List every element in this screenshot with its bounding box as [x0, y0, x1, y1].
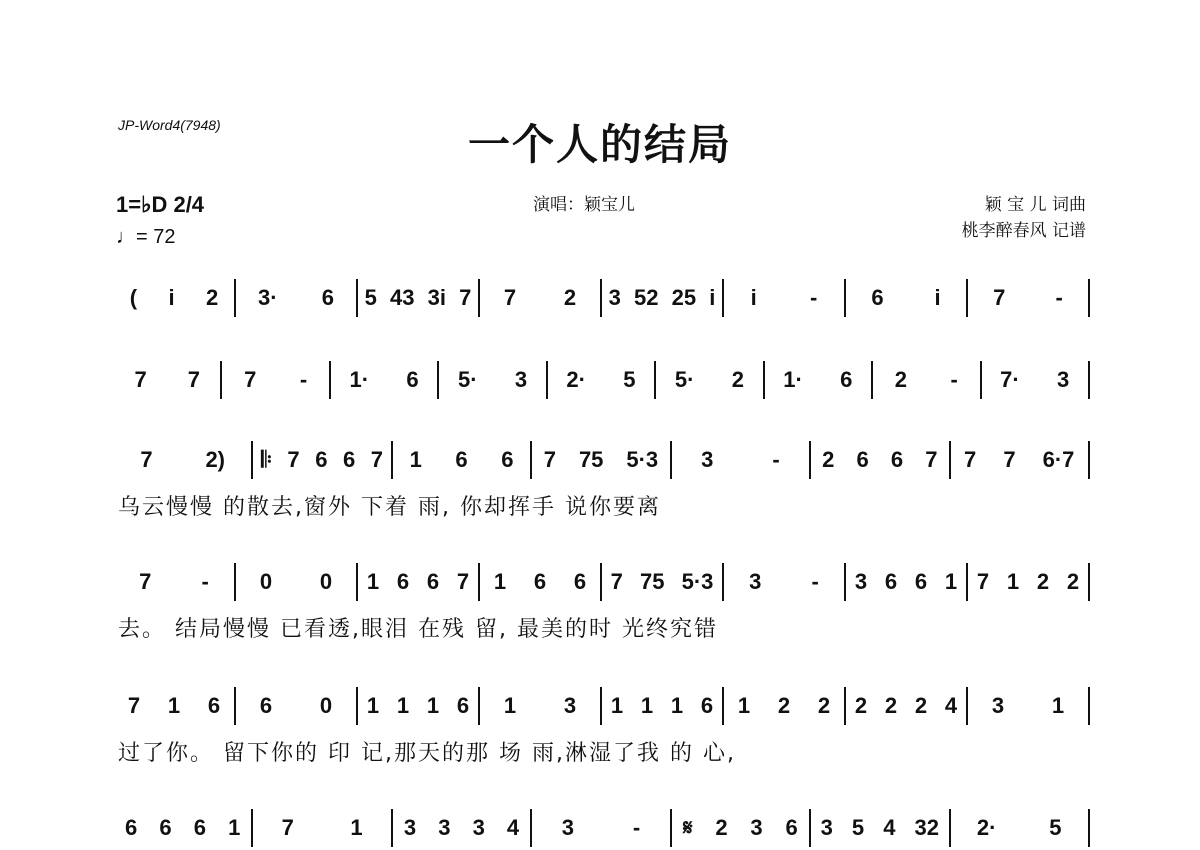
measure — [846, 278, 966, 318]
note: 3 — [750, 815, 763, 840]
measure — [846, 562, 966, 602]
note: - — [299, 367, 308, 392]
credits — [910, 192, 1086, 244]
note: 1 — [167, 693, 181, 718]
note: 32 — [914, 815, 939, 840]
note: 4 — [944, 693, 958, 718]
note: 3 — [563, 693, 577, 718]
notes-row — [114, 360, 1090, 400]
note: 6 — [890, 447, 904, 472]
measure — [480, 686, 600, 726]
song-title: 一个人的结局 — [467, 120, 732, 169]
note: 6 — [321, 285, 334, 310]
note: 7 — [281, 815, 294, 840]
tempo-marking: ♩= 72 — [116, 226, 176, 248]
note: 1 — [1006, 569, 1020, 594]
notes-row — [114, 686, 1090, 726]
measure — [982, 360, 1088, 400]
note: 1 — [610, 693, 624, 718]
note: 2 — [715, 815, 728, 840]
barline — [1088, 441, 1090, 479]
note: 1· — [783, 367, 803, 392]
barline — [1088, 687, 1090, 725]
note: 7 — [244, 367, 257, 392]
note: 7 — [993, 285, 1006, 310]
note: 5· — [457, 367, 478, 392]
note: 1 — [944, 569, 958, 594]
measure — [656, 360, 762, 400]
note: 2 — [822, 447, 835, 472]
note: 1 — [737, 693, 751, 718]
note: 7 — [610, 569, 623, 594]
note: 6 — [533, 569, 547, 594]
note: 7 — [140, 447, 153, 472]
measure — [532, 440, 669, 480]
note: 2 — [817, 693, 831, 718]
note: 6 — [785, 815, 798, 840]
note: 2 — [777, 693, 791, 718]
measure — [811, 808, 948, 848]
note: 6 — [573, 569, 587, 594]
note: 6 — [840, 367, 853, 392]
note: 7 — [134, 367, 147, 392]
measure — [114, 562, 234, 602]
note: 5 — [364, 285, 377, 310]
note: 6 — [315, 447, 328, 472]
notes-row — [114, 562, 1090, 602]
score-system — [114, 278, 1090, 318]
note: 7 — [543, 447, 556, 472]
note: 3 — [1057, 367, 1070, 392]
note: 3 — [514, 367, 528, 392]
note: 6 — [396, 569, 410, 594]
note: 6 — [501, 447, 514, 472]
measure — [811, 440, 948, 480]
note: 6 — [426, 569, 440, 594]
score-system — [114, 808, 1090, 848]
note: 1 — [396, 693, 410, 718]
note: 0 — [319, 693, 333, 718]
note: 𝄋 — [683, 815, 693, 840]
lyricist-composer-credit: 颖 宝 儿 词曲 — [984, 195, 1086, 215]
note: 1 — [409, 447, 422, 472]
note: 6 — [125, 815, 138, 840]
lyrics-line: 去。 结局慢慢 已看透,眼泪 在残 留, 最美的时 光终究错 — [118, 617, 718, 642]
barline — [1088, 361, 1090, 399]
note: 1 — [640, 693, 654, 718]
measure — [253, 440, 390, 480]
note: 2) — [205, 447, 225, 472]
note: 6 — [856, 447, 869, 472]
note: 5 — [851, 815, 865, 840]
note: 1 — [426, 693, 440, 718]
measure — [114, 360, 220, 400]
measure — [358, 278, 478, 318]
note: 6 — [456, 693, 470, 718]
note: - — [810, 285, 818, 310]
note: 52 — [633, 285, 659, 310]
measure — [968, 278, 1088, 318]
note: 3 — [472, 815, 485, 840]
measure — [358, 562, 478, 602]
note: 6 — [884, 569, 898, 594]
note: 6 — [193, 815, 206, 840]
note: - — [772, 447, 780, 472]
notes-row — [114, 808, 1090, 848]
note: - — [811, 569, 819, 594]
measure — [968, 686, 1088, 726]
note: 1 — [1051, 693, 1065, 718]
measure — [114, 808, 251, 848]
note: 1 — [350, 815, 363, 840]
note: 6 — [914, 569, 928, 594]
note: 1 — [228, 815, 241, 840]
measure — [480, 562, 600, 602]
barline — [1088, 563, 1090, 601]
software-label: JP-Word4(7948) — [118, 117, 221, 133]
note: 6 — [159, 815, 172, 840]
note: 6 — [700, 693, 714, 718]
lyrics-line: 乌云慢慢 的散去,窗外 下着 雨, 你却挥手 说你要离 — [118, 495, 661, 520]
barline — [1088, 809, 1090, 847]
note: i — [709, 285, 716, 310]
transcriber-credit: 桃李醉春风 记谱 — [961, 221, 1086, 241]
note: 7 — [287, 447, 300, 472]
note: - — [1055, 285, 1063, 310]
note: 6·7 — [1042, 447, 1075, 472]
measure — [358, 686, 478, 726]
note: 1 — [366, 569, 380, 594]
note: 3 — [403, 815, 417, 840]
note: 3 — [820, 815, 833, 840]
measure — [951, 440, 1088, 480]
singer-credit: 演唱：颖宝儿 — [533, 195, 635, 215]
note: 2 — [731, 367, 744, 392]
note: - — [632, 815, 641, 840]
lyrics-line: 过了你。 留下你的 印 记,那天的那 场 雨,淋湿了我 的 心, — [118, 741, 736, 766]
note: - — [950, 367, 958, 392]
note: 𝄆 — [261, 447, 272, 472]
note: 1 — [493, 569, 507, 594]
key-signature: 1=♭D 2/4 — [116, 192, 205, 217]
measure — [236, 562, 356, 602]
notes-row — [114, 440, 1090, 480]
note: 1 — [503, 693, 517, 718]
note: 2· — [976, 815, 997, 840]
note: 3 — [991, 693, 1005, 718]
note: 3 — [749, 569, 762, 594]
measure — [480, 278, 600, 318]
note: i — [750, 285, 757, 310]
measure — [672, 808, 809, 848]
note: 2 — [914, 693, 928, 718]
note: i — [168, 285, 175, 310]
note: 6 — [207, 693, 221, 718]
note: 1 — [366, 693, 380, 718]
note: 5·3 — [681, 569, 714, 594]
note: 7 — [127, 693, 141, 718]
note: 4 — [883, 815, 896, 840]
measure — [114, 686, 234, 726]
note: 3 — [561, 815, 574, 840]
note: i — [934, 285, 941, 310]
note: 2 — [884, 693, 898, 718]
note: 5 — [1049, 815, 1062, 840]
note: 75 — [639, 569, 665, 594]
note: 2 — [854, 693, 868, 718]
note: 5·3 — [626, 447, 659, 472]
note: 2 — [1036, 569, 1050, 594]
note: 3 — [608, 285, 621, 310]
barline — [1088, 279, 1090, 317]
measure — [873, 360, 979, 400]
note: 0 — [259, 569, 273, 594]
measure — [331, 360, 437, 400]
note: 3· — [258, 285, 278, 310]
note: 0 — [319, 569, 333, 594]
measure — [724, 278, 844, 318]
score-system — [114, 360, 1090, 400]
note: 25 — [671, 285, 697, 310]
note: 43 — [389, 285, 415, 310]
note: 2 — [894, 367, 908, 392]
measure — [968, 562, 1088, 602]
note: 7 — [370, 447, 384, 472]
note: 7 — [503, 285, 517, 310]
note: 7 — [456, 569, 470, 594]
note: 6 — [342, 447, 356, 472]
note: 7 — [976, 569, 990, 594]
notes-row — [114, 278, 1090, 318]
note: 3 — [701, 447, 714, 472]
measure — [846, 686, 966, 726]
note: - — [201, 569, 209, 594]
note: 5· — [674, 367, 695, 392]
measure — [236, 686, 356, 726]
note: 7 — [964, 447, 977, 472]
note: 2 — [1066, 569, 1080, 594]
note: 2 — [563, 285, 577, 310]
note: 4 — [506, 815, 520, 840]
measure — [724, 686, 844, 726]
measure — [253, 808, 390, 848]
measure — [602, 278, 722, 318]
note: 6 — [406, 367, 419, 392]
note: 7 — [459, 285, 472, 310]
note: 3 — [854, 569, 868, 594]
score-system — [114, 686, 1090, 767]
note: 1 — [670, 693, 684, 718]
measure — [439, 360, 545, 400]
note: 7· — [1000, 367, 1020, 392]
measure — [532, 808, 669, 848]
note: 7 — [187, 367, 200, 392]
measure — [951, 808, 1088, 848]
measure — [393, 440, 530, 480]
note: 6 — [259, 693, 273, 718]
note: 3i — [427, 285, 446, 310]
note: 6 — [871, 285, 884, 310]
measure — [114, 278, 234, 318]
score-system — [114, 562, 1090, 643]
note: 1· — [349, 367, 370, 392]
score-system — [114, 440, 1090, 521]
measure — [114, 440, 251, 480]
measure — [393, 808, 530, 848]
measure — [724, 562, 844, 602]
note: 75 — [578, 447, 604, 472]
measure — [602, 686, 722, 726]
note: 7 — [925, 447, 938, 472]
measure — [672, 440, 809, 480]
note: 2 — [206, 285, 219, 310]
note: 7 — [1003, 447, 1016, 472]
note: 2· — [566, 367, 586, 392]
note: 6 — [455, 447, 468, 472]
measure — [548, 360, 654, 400]
measure — [222, 360, 328, 400]
note: ( — [129, 285, 138, 310]
note: 5 — [623, 367, 636, 392]
measure — [602, 562, 722, 602]
note: 7 — [139, 569, 152, 594]
measure — [236, 278, 356, 318]
measure — [765, 360, 871, 400]
note: 3 — [438, 815, 451, 840]
